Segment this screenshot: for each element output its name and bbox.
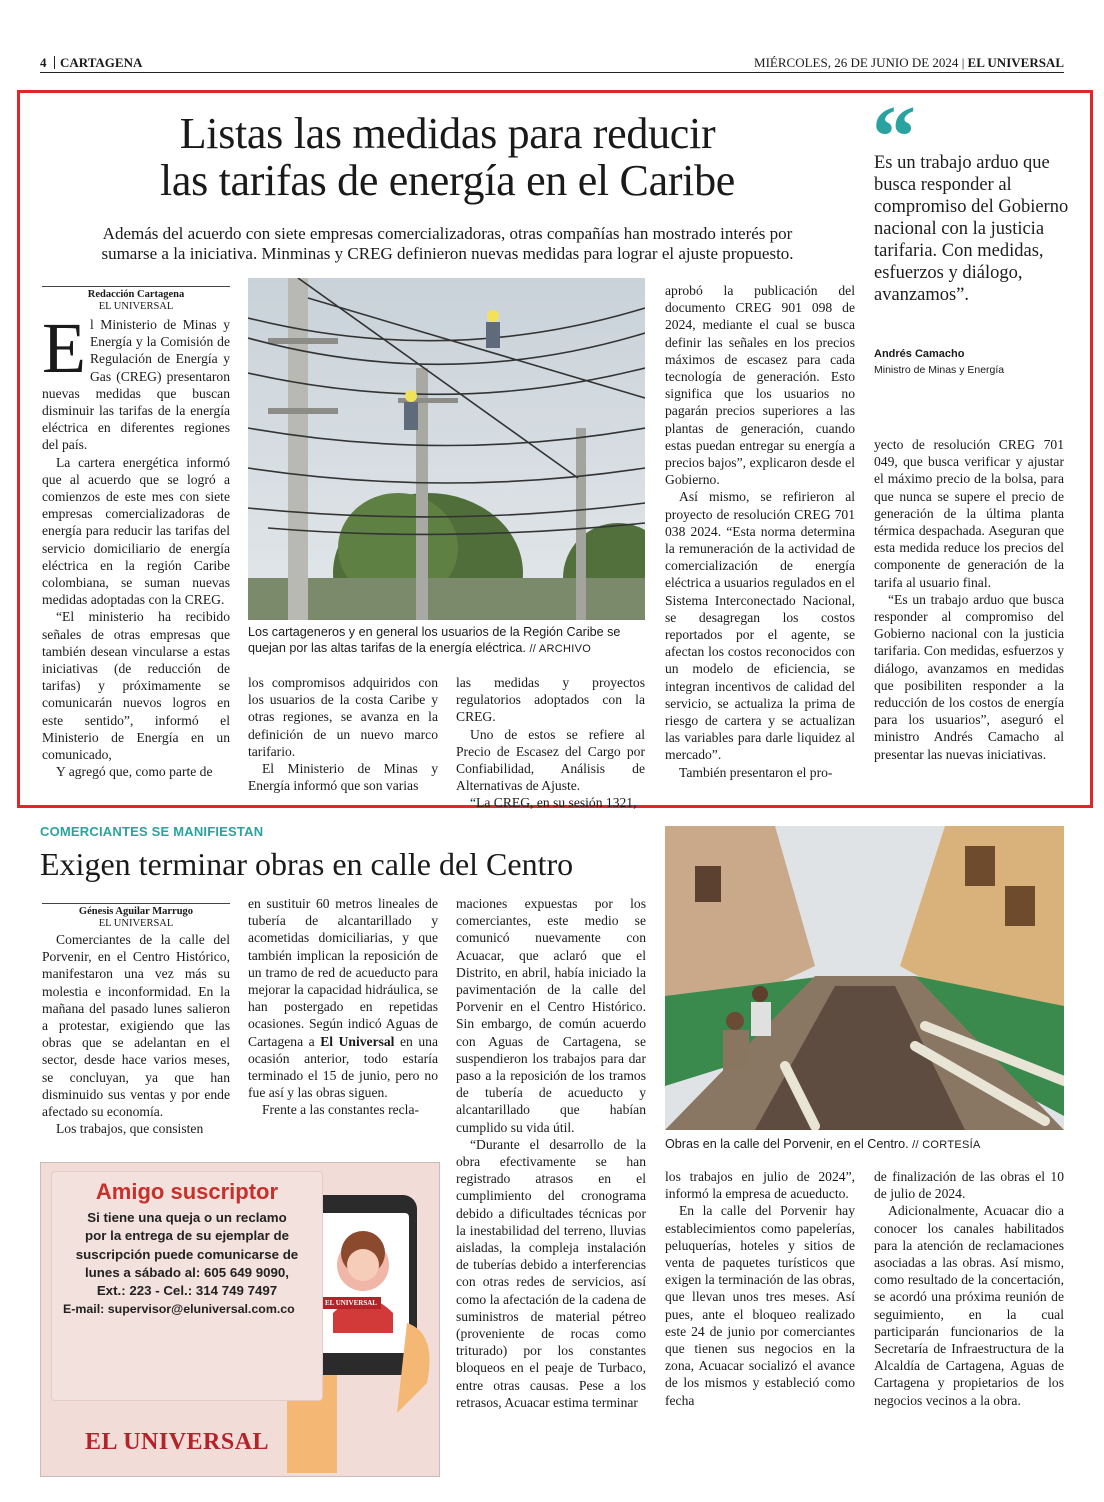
article1-column-2 xyxy=(248,674,438,794)
paragraph: Los trabajos, que consisten xyxy=(56,1121,204,1137)
paragraph: El Ministerio de Minas y Energía informó que son varias xyxy=(248,761,438,794)
deck-line-1: Además del acuerdo con siete empresas comercializadoras, otras compañías han mostrado interés por xyxy=(102,224,793,243)
header-sep: | xyxy=(961,55,968,70)
photo-credit: // CORTESÍA xyxy=(912,1139,981,1151)
paragraph: Adicionalmente, Acuacar dio a conocer los canales habilitados para la atención de reclamaciones asociadas a las obras. Así mismo, como resultado de la concertación, se acordó una próxima reunión de seguimiento, en la cual participarán funcionarios de la Secretaría de Infraestructura de la Alcaldía de Cartagena, Aguas de Cartagena y propietarios de los negocios vecinos a la obra. xyxy=(874,1203,1064,1408)
paragraph: aprobó la publicación del documento CREG 901 098 de 2024, mediante el cual se busca definir las señales en los precios máximos de escasez para cada tecnología de generación. Esto significa que los usuarios no pagarán precios superiores a las plantas de generación, cuando estas puedan entregar su energía a precios bajos”, explicaron desde el Gobierno. xyxy=(665,283,855,488)
article2-column-5 xyxy=(874,1168,1064,1409)
paragraph: Y agregó que, como parte de xyxy=(56,764,213,780)
issue-date: MIÉRCOLES, 26 DE JUNIO DE 2024 xyxy=(754,55,959,70)
pull-quote-text: Es un trabajo arduo que busca responder al compromiso del Gobierno nacional con la justicia tarifaria. Con medidas, esfuerzos y diálogo, avanzamos”. xyxy=(874,153,1069,305)
article1-headline xyxy=(40,110,855,204)
article2-column-2 xyxy=(248,895,438,1119)
article2-photo xyxy=(665,826,1064,1130)
article2-column-1 xyxy=(42,931,230,1137)
article2-column-3 xyxy=(456,895,646,1477)
paragraph: las medidas y proyectos regulatorios adoptados con la CREG. xyxy=(456,675,645,725)
pull-quote-mark: “ xyxy=(872,89,916,186)
ad-email: E-mail: supervisor@eluniversal.com.co xyxy=(63,1302,295,1317)
paragraph: los trabajos en julio de 2024”, informó la empresa de acueducto. xyxy=(665,1169,855,1202)
caption-text: Obras en la calle del Porvenir, en el Centro. xyxy=(665,1137,909,1151)
article1-column-4 xyxy=(665,282,855,794)
article1-column-3 xyxy=(456,674,645,812)
paragraph: La cartera energética informó que al acuerdo que se logró a comienzos de este mes con siete empresas comercializadoras de energía para reducir las tarifas del servicio domiciliario de energía eléctrica en la región Caribe colombiana, se suman nuevas medidas adoptadas con la CREG. xyxy=(42,454,230,608)
caption-text: Los cartageneros y en general los usuarios de la Región Caribe se quejan por las altas tarifas de la energía eléctrica. xyxy=(248,625,621,655)
quote-role: Ministro de Minas y Energía xyxy=(874,364,1005,376)
article1-column-1 xyxy=(42,316,230,796)
quote-author: Andrés Camacho xyxy=(874,348,965,360)
byline-outlet: EL UNIVERSAL xyxy=(98,918,174,929)
article1-column-5 xyxy=(874,436,1064,763)
ad-line: Si tiene una queja o un reclamo xyxy=(87,1210,287,1225)
byline-name: Redacción Cartagena xyxy=(87,289,185,300)
article1-photo xyxy=(248,278,645,620)
paragraph: El Ministerio de Minas y Energía y la Comisión de Regulación de Energía y Gas (CREG) presentaron nuevas medidas que buscan disminuir las tarifas de la energía eléctrica en diferentes regiones del país. xyxy=(42,316,230,453)
article2-headline: Exigen terminar obras en calle del Centro xyxy=(40,846,574,882)
article1-photo-caption xyxy=(248,624,645,657)
paper-name-mention: El Universal xyxy=(320,1033,395,1049)
deck-line-2: sumarse a la iniciativa. Minminas y CREG definieron nuevas medidas para lograr el ajuste propuesto. xyxy=(101,244,794,263)
paragraph: de finalización de las obras el 10 de julio de 2024. xyxy=(874,1169,1064,1202)
article2-kicker: COMERCIANTES SE MANIFIESTAN xyxy=(40,824,264,839)
street-works-illustration xyxy=(665,826,1064,1130)
ad-logo: EL UNIVERSAL xyxy=(85,1429,270,1455)
ad-title: Amigo suscriptor xyxy=(95,1179,279,1204)
article1-byline xyxy=(42,286,230,313)
ad-line: Ext.: 223 - Cel.: 314 749 7497 xyxy=(96,1283,278,1299)
paragraph: en sustituir 60 metros lineales de tubería de alcantarillado y acometidas domiciliarias, y que también implican la reposición de un tramo de red de acueducto para mejorar la capacidad hidráulica, se han postergado en repetidas ocasiones. Según indicó Aguas de Cartagena a El Universal en una ocasión anterior, todo estaría terminado el 15 de junio, pero no fue así y las obras siguen. xyxy=(248,896,438,1101)
section-name: CARTAGENA xyxy=(60,55,143,70)
page-number: 4 xyxy=(40,55,47,70)
article2-column-4 xyxy=(665,1168,855,1409)
paragraph: En la calle del Porvenir hay establecimientos como papelerías, peluquerías, hoteles y sitios de venta de paquetes turísticos que exigen la terminación de las obras, que llevan unos tres meses. Así pues, ante el bloqueo realizado este 24 de junio por comerciantes que tienen sus negocios en la zona, Acuacar socializó el avance de los mismos y estableció como fecha xyxy=(665,1203,855,1408)
paragraph: También presentaron el pro- xyxy=(679,764,833,780)
power-lines-illustration xyxy=(248,278,645,620)
drop-cap: E xyxy=(42,316,86,388)
ad-body xyxy=(41,1209,333,1319)
paragraph: “Durante el desarrollo de la obra efectivamente se han registrado atrasos en el cumplimiento del cronograma debido a dificultades técnicas por la inestabilidad del terreno, lluvias aisladas, la compleja instalación de tuberías debido a interferencias con otras redes de servicios, así como la afectación de la cadena de suministros de material pétreo (proveniente de rocas como triturado) por los constantes bloqueos en el peaje de Turbaco, entre otras causas. Pese a los retrasos, Acuacar estima terminar xyxy=(456,1136,646,1410)
byline-name: Génesis Aguilar Marrugo xyxy=(78,906,194,917)
headline-line-2: las tarifas de energía en el Caribe xyxy=(159,156,736,205)
header-right xyxy=(754,55,1064,71)
ad-line: por la entrega de su ejemplar de xyxy=(85,1228,289,1244)
ad-line: lunes a sábado al: 605 649 9090, xyxy=(84,1264,289,1280)
paragraph: yecto de resolución CREG 701 049, que busca verificar y ajustar el máximo precio de la bolsa, para que nunca se supere el precio de generación de la última planta térmica despachada. Aseguran que esta medida reduce los precios del componente de generación de la tarifa al usuario final. xyxy=(874,437,1064,590)
header-rule xyxy=(40,72,1064,73)
article1-deck xyxy=(40,224,855,264)
photo-credit: // ARCHIVO xyxy=(529,643,592,655)
paragraph: Así mismo, se refirieron al proyecto de resolución CREG 701 038 2024. “Esta norma determina la remuneración de la actividad de comercialización de energía eléctrica a usuarios regulados en el Sistema Interconectado Nacional, se desagregan los costos reportados por el agente, se afectan los costos reconocidos con un modelo de eficiencia, se integran incentivos de calidad del servicio, se actualiza la prima de riesgo de cartera y se actualizan las variables para darle liquidez al mercado”. xyxy=(665,489,855,763)
paragraph: Uno de estos se refiere al Precio de Escasez del Cargo por Confiabilidad, Análisis de Alternativas de Ajuste. xyxy=(456,726,645,794)
header-divider xyxy=(54,56,55,69)
paper-name: EL UNIVERSAL xyxy=(967,55,1064,70)
phone-screen-label: EL UNIVERSAL xyxy=(321,1297,381,1309)
paragraph: “Es un trabajo arduo que busca responder al compromiso del Gobierno nacional con la justicia tarifaria. Con medidas, esfuerzos y diálogo, avanzamos en medidas que posibiliten responder a la reducción de los costos de energía para los usuarios”, aseguró el ministro Andrés Camacho al presentar las nuevas iniciativas. xyxy=(874,591,1064,762)
headline-line-1: Listas las medidas para reducir xyxy=(179,109,716,158)
ad-line: suscripción puede comunicarse de xyxy=(75,1246,299,1262)
subscriber-ad xyxy=(40,1162,440,1477)
paragraph: Frente a las constantes recla- xyxy=(262,1102,420,1118)
paragraph: los compromisos adquiridos con los usuarios de la costa Caribe y otras regiones, se avanza en la definición de un nuevo marco tarifario. xyxy=(248,675,438,759)
paragraph: “La CREG, en su sesión 1321, xyxy=(470,795,637,811)
paragraph: “El ministerio ha recibido señales de otras empresas que también desean vincularse a estas iniciativas (de reducción de tarifas) y próximamente se comunicarán nuevos logros en este sentido”, informó el Ministerio de Energía en un comunicado, xyxy=(42,609,230,763)
paragraph: Comerciantes de la calle del Porvenir, en el Centro Histórico, manifestaron una vez más su molestia e inconformidad. En la mañana del pasado lunes salieron a protestar, exigiendo que las obras que se adelantan en el sector, desde hace varios meses, se concluyan, ya que han disminuido sus ventas y por ende afectado su economía. xyxy=(42,932,230,1120)
article2-photo-caption xyxy=(665,1136,1064,1153)
byline-outlet: EL UNIVERSAL xyxy=(98,301,174,312)
article2-byline xyxy=(42,903,230,930)
paragraph: maciones expuestas por los comerciantes, este medio se comunicó nuevamente con Acuacar, que aclaró que el Distrito, en abril, había iniciado la pavimentación de la calle del Porvenir en el Centro Histórico. Sin embargo, de común acuerdo con Aguas de Cartagena, se suspendieron los trabajos para dar paso a la reposición de los tramos de tubería de acueducto y alcantarillado que habían cumplido su vida útil. xyxy=(456,896,646,1135)
